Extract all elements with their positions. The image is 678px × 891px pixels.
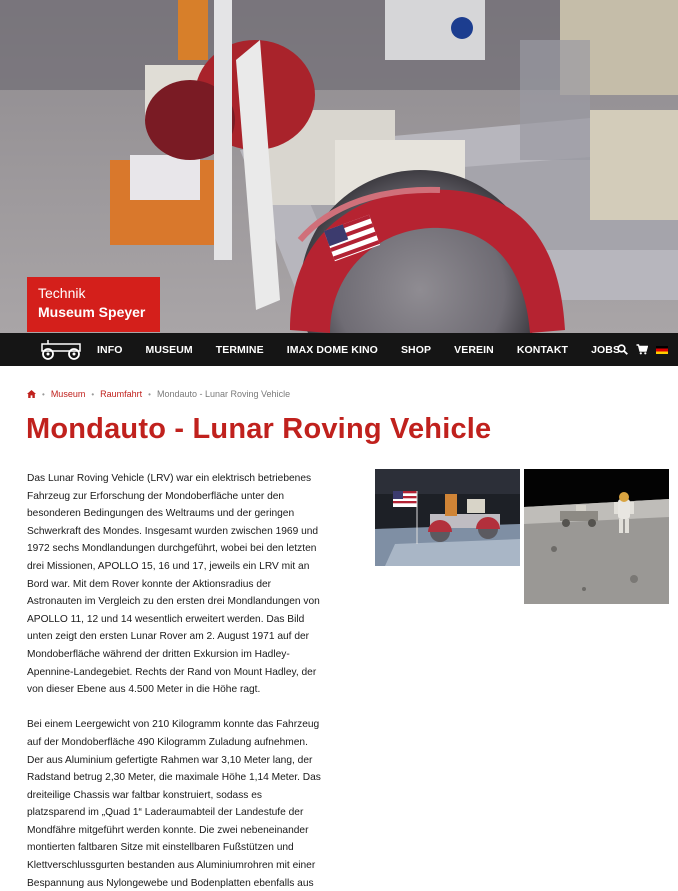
nav-item-verein[interactable]: VEREIN <box>454 343 494 356</box>
nav-item-shop[interactable]: SHOP <box>400 343 432 356</box>
astronaut-rover-image <box>524 469 669 604</box>
page-title: Mondauto - Lunar Roving Vehicle <box>26 413 492 445</box>
nav-tools <box>617 333 668 366</box>
breadcrumb-separator-icon: • <box>42 389 45 399</box>
photo-rover-on-moon[interactable] <box>524 469 669 604</box>
article-body <box>27 470 322 891</box>
cart-icon[interactable] <box>636 344 648 355</box>
nasa-badge-icon <box>451 17 473 39</box>
breadcrumb-raumfahrt[interactable]: Raumfahrt <box>100 389 143 399</box>
breadcrumb <box>27 389 290 399</box>
logo-line-1: Technik <box>38 285 86 301</box>
breadcrumb-separator-icon: • <box>148 389 151 399</box>
lunar-rover-logo-icon[interactable] <box>38 340 84 360</box>
nav-items <box>97 333 643 366</box>
nav-item-termine[interactable]: TERMINE <box>215 343 264 356</box>
nav-item-kontakt[interactable]: KONTAKT <box>516 343 569 356</box>
nav-item-jobs[interactable]: JOBS <box>591 343 621 356</box>
museum-logo[interactable] <box>27 277 160 332</box>
logo-line-2: Museum Speyer <box>38 304 146 320</box>
rover-exhibit-image <box>375 469 520 566</box>
photo-museum-rover[interactable] <box>375 469 520 566</box>
breadcrumb-separator-icon: • <box>91 389 95 399</box>
main-navigation <box>0 333 678 366</box>
breadcrumb-current: Mondauto - Lunar Roving Vehicle <box>156 389 291 399</box>
article-paragraph: Das Lunar Roving Vehicle (LRV) war ein elektrisch betriebenes Fahrzeug zur Erforschung der Mondoberfläche unter den besonderen Bedingungen des Weltraums und der geringen Schwerkraft des Mondes. Insgesamt wurden zwischen 1969 und 1972 sechs Mondlandungen durchgeführt, wobei bei den letzten drei Missionen, APOLLO 15, 16 und 17, jeweils ein LRV mit an Bord war. Mit dem Rover konnte der Aktionsradius der Astronauten im Vergleich zu den ersten drei Mondlandungen von APOLLO 11, 12 und 14 wesentlich erweitert werden. Das Bild unten zeigt den ersten Lunar Rover am 2. August 1971 auf der Mondoberfläche während der dritten Exkursion im Hadley-Apennine-Landegebiet. Rechts der Rand von Mount Hadley, der von dieser Ebene aus 4.500 Meter in die Höhe ragt. <box>27 473 320 696</box>
nav-item-info[interactable]: INFO <box>97 343 123 356</box>
nav-item-imax[interactable]: IMAX DOME KINO <box>286 343 378 356</box>
search-icon[interactable] <box>617 344 628 355</box>
breadcrumb-museum[interactable]: Museum <box>50 389 86 399</box>
article-paragraph: Bei einem Leergewicht von 210 Kilogramm konnte das Fahrzeug auf der Mondoberfläche 490 Kilogramm Zuladung aufnehmen. Der aus Aluminium gefertigte Rahmen war 3,10 Meter lang, der Radstand betrug 2,30 Meter, die maximale Höhe 1,14 Meter. Das dreiteilige Chassis war faltbar konstruiert, sodass es platzsparend im „Quad 1“ Laderaumabteil der Landestufe der Mondfähre mitgeführt werden konnte. Die zwei nebeneinander montierten faltbaren Sitze mit einstellbaren Fußstützen und Klettverschlussgurten bestanden aus Aluminiumrohren mit einer Bespannung aus Nylongewebe und Bodenplatten ebenfalls aus <box>27 719 321 889</box>
home-icon[interactable] <box>27 390 36 398</box>
hero-image <box>0 0 678 333</box>
nav-item-museum[interactable]: MUSEUM <box>145 343 193 356</box>
german-flag-icon[interactable] <box>656 346 668 354</box>
